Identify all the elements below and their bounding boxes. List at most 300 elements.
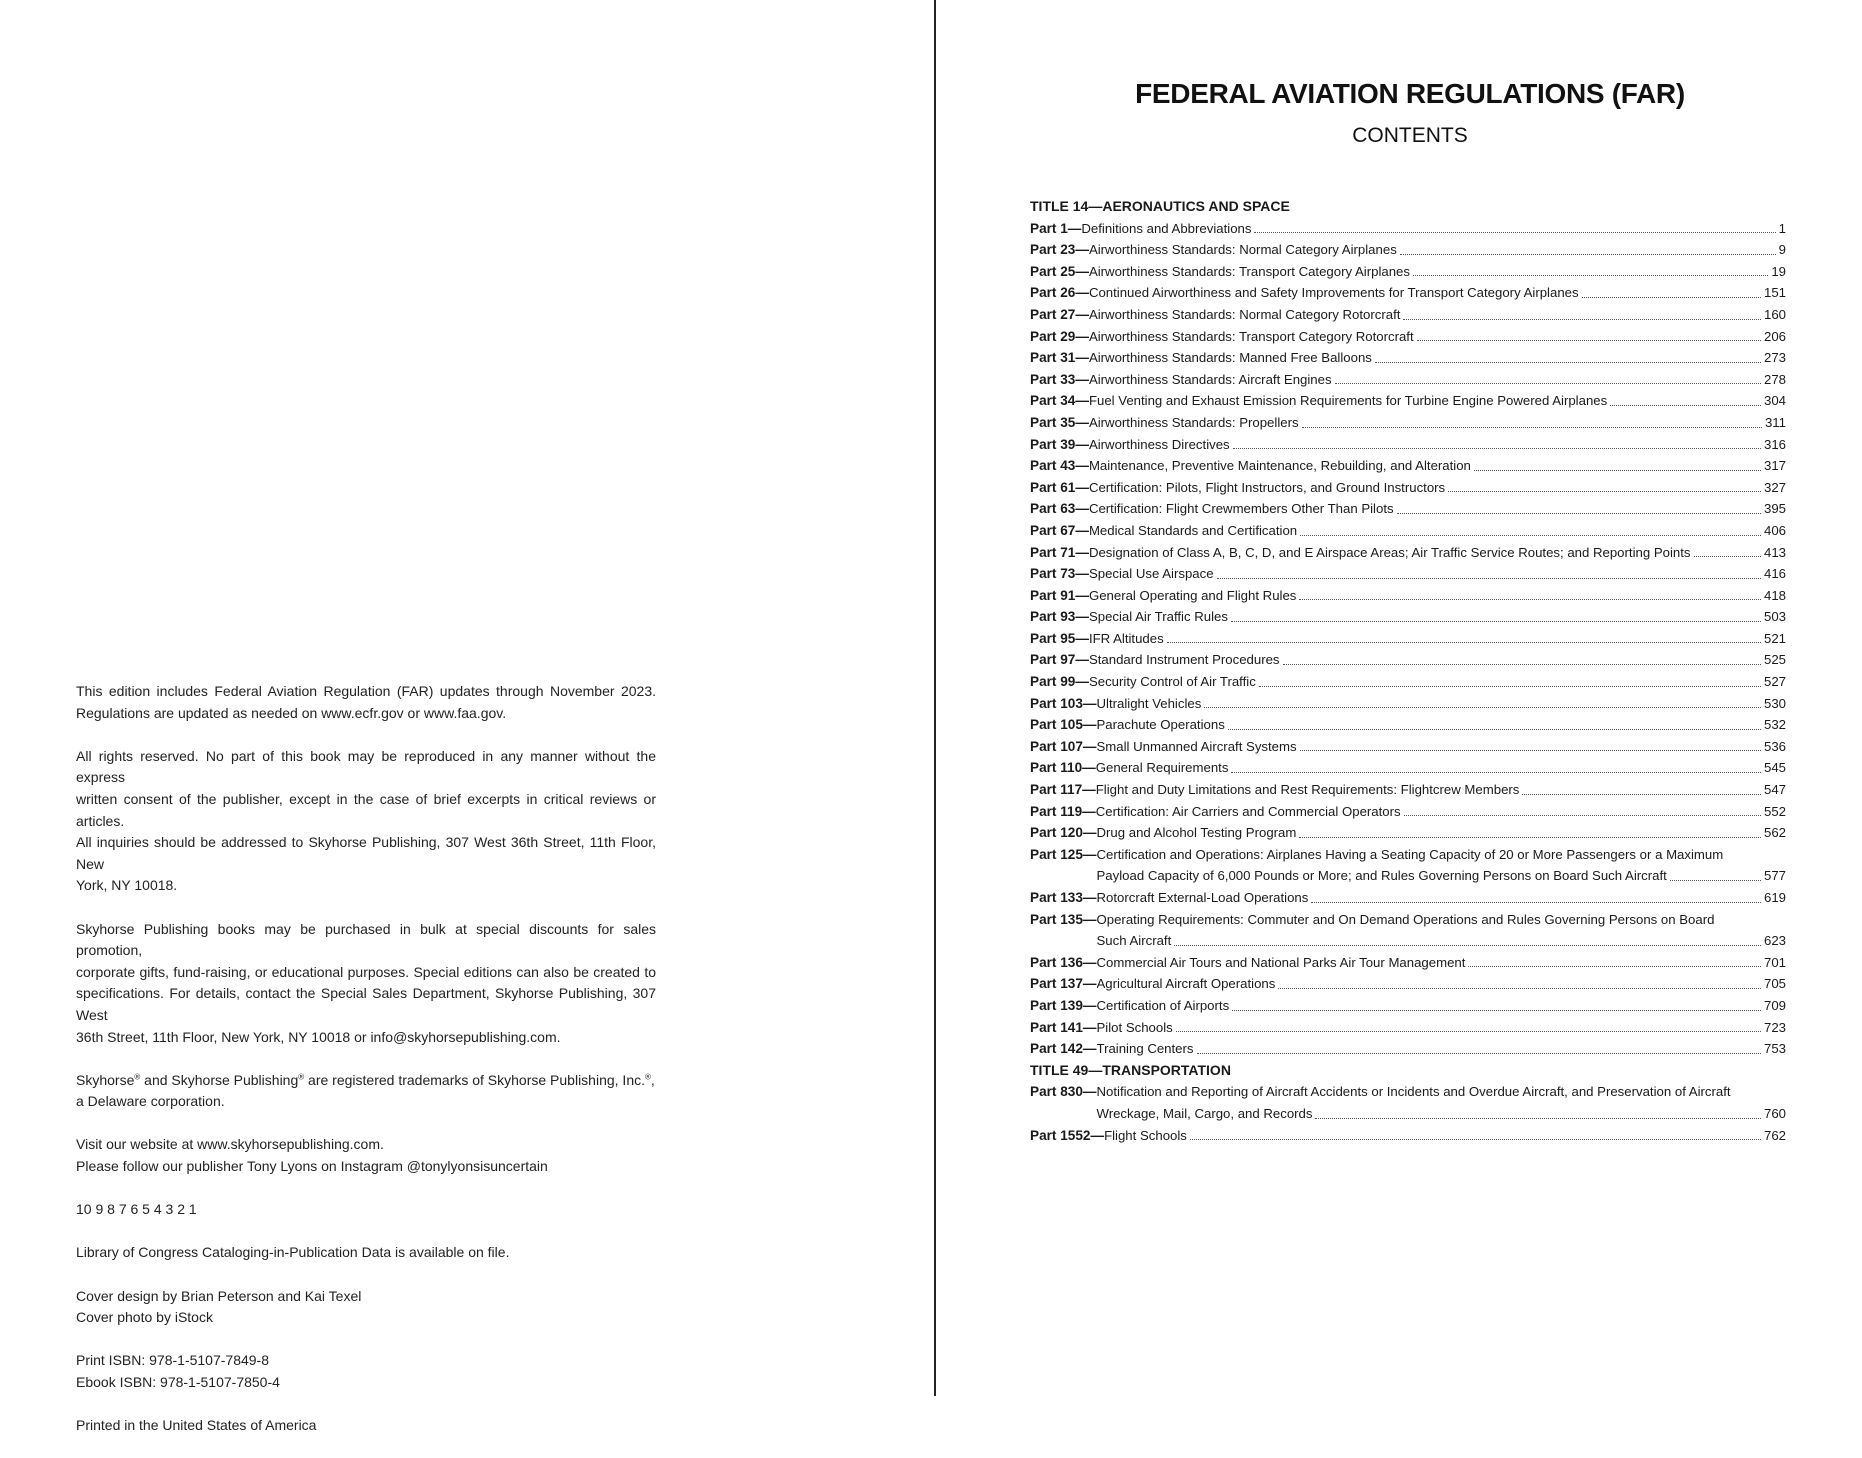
text-line: a Delaware corporation. <box>76 1093 225 1110</box>
part-title: Airworthiness Standards: Transport Category Rotorcraft <box>1088 328 1414 344</box>
toc-entry <box>1030 801 1786 823</box>
website-paragraph <box>76 1134 656 1177</box>
part-number: Part 136— <box>1030 954 1097 970</box>
part-number: Part 830— <box>1030 1084 1097 1100</box>
part-title: Fuel Venting and Exhaust Emission Requirements for Turbine Engine Powered Airplanes <box>1088 393 1608 409</box>
toc-entry-body <box>1081 218 1786 240</box>
text-line: Cover photo by iStock <box>76 1309 213 1326</box>
toc-entry-body <box>1089 520 1786 542</box>
toc-entry <box>1030 973 1786 995</box>
page-number: 19 <box>1771 263 1786 279</box>
page-number: 395 <box>1763 501 1786 517</box>
toc-entry-body <box>1096 801 1786 823</box>
part-title: Certification of Airports <box>1096 997 1230 1013</box>
page-number: 278 <box>1763 371 1786 387</box>
page-number: 552 <box>1763 803 1786 819</box>
dot-leader <box>1448 490 1761 492</box>
toc-entry <box>1030 606 1786 628</box>
dot-leader <box>1300 534 1761 536</box>
dot-leader <box>1694 555 1761 557</box>
page-number: 273 <box>1763 350 1786 366</box>
part-title: Security Control of Air Traffic <box>1088 674 1256 690</box>
toc-entry-first-line: Certification and Operations: Airplanes Having a Seating Capacity of 20 or More Passengers or a Maximum <box>1096 846 1724 862</box>
toc-entry-body <box>1089 304 1786 326</box>
part-number: Part 67— <box>1030 522 1089 538</box>
part-number: Part 43— <box>1030 458 1089 474</box>
part-number: Part 141— <box>1030 1019 1097 1035</box>
part-title: Flight Schools <box>1104 1127 1187 1143</box>
toc-entry-body <box>1089 671 1786 693</box>
toc-entry <box>1030 477 1786 499</box>
page-number: 705 <box>1763 976 1786 992</box>
toc-entry-line <box>1089 563 1786 585</box>
part-number: Part 99— <box>1030 674 1089 690</box>
page-number: 418 <box>1763 587 1786 603</box>
page-number: 503 <box>1763 609 1786 625</box>
toc-entry-first-line: Notification and Reporting of Aircraft Accidents or Incidents and Overdue Aircraft, and Preservation of Aircraft <box>1096 1084 1731 1100</box>
toc-entry-body <box>1089 412 1786 434</box>
page-number: 701 <box>1763 954 1786 970</box>
dot-leader <box>1176 1030 1761 1032</box>
dot-leader <box>1299 836 1761 838</box>
part-number: Part 137— <box>1030 976 1097 992</box>
section-heading: TITLE 14—AERONAUTICS AND SPACE <box>1030 198 1290 214</box>
toc-entry <box>1030 434 1786 456</box>
part-number: Part 63— <box>1030 501 1089 517</box>
part-title: Airworthiness Standards: Normal Category Rotorcraft <box>1088 306 1401 322</box>
part-number: Part 93— <box>1030 609 1089 625</box>
part-title: Small Unmanned Aircraft Systems <box>1096 738 1297 754</box>
toc-entry-line <box>1096 757 1786 779</box>
toc-entry-body <box>1097 844 1787 887</box>
toc-entry <box>1030 542 1786 564</box>
part-title: Training Centers <box>1096 1041 1194 1057</box>
part-title: Pilot Schools <box>1096 1019 1173 1035</box>
toc-entry <box>1030 757 1786 779</box>
dot-leader <box>1610 404 1761 406</box>
trademark-text: and Skyhorse Publishing <box>140 1071 299 1088</box>
page-number: 577 <box>1763 868 1786 884</box>
text-line: corporate gifts, fund-raising, or educational purposes. Special editions can also be created to <box>76 963 656 980</box>
dot-leader <box>1254 231 1775 233</box>
text-line: This edition includes Federal Aviation Regulation (FAR) updates through November 2023. <box>76 683 656 699</box>
dot-leader <box>1417 339 1761 341</box>
part-number: Part 107— <box>1030 738 1097 754</box>
page-number: 416 <box>1763 566 1786 582</box>
toc-entry <box>1030 520 1786 542</box>
toc-entry <box>1030 1038 1786 1060</box>
part-number: Part 125— <box>1030 846 1097 862</box>
dot-leader <box>1259 685 1761 687</box>
dot-leader <box>1300 749 1761 751</box>
toc-entry <box>1030 498 1786 520</box>
part-title: Parachute Operations <box>1096 717 1225 733</box>
table-of-contents <box>1030 196 1786 1146</box>
toc-entry <box>1030 995 1786 1017</box>
page-number: 413 <box>1763 544 1786 560</box>
toc-entry <box>1030 239 1786 261</box>
page-number: 1 <box>1778 220 1786 236</box>
toc-entry-body <box>1097 714 1787 736</box>
part-title: Such Aircraft <box>1096 933 1172 949</box>
part-title: Payload Capacity of 6,000 Pounds or More; and Rules Governing Persons on Board Such Aircraft <box>1096 868 1667 884</box>
dot-leader <box>1400 253 1776 255</box>
toc-entry-body <box>1089 347 1786 369</box>
part-title: Rotorcraft External-Load Operations <box>1096 890 1309 905</box>
toc-entry <box>1030 671 1786 693</box>
toc-entry-line <box>1081 218 1786 240</box>
part-number: Part 33— <box>1030 371 1089 387</box>
page-number: 151 <box>1763 285 1786 301</box>
dot-leader <box>1474 469 1761 471</box>
part-title: Agricultural Aircraft Operations <box>1096 976 1276 992</box>
toc-entry <box>1030 1081 1786 1124</box>
dot-leader <box>1167 641 1761 643</box>
dot-leader <box>1311 901 1761 903</box>
part-number: Part 1552— <box>1030 1127 1105 1143</box>
page-number: 304 <box>1763 393 1786 409</box>
toc-entry-body <box>1089 585 1786 607</box>
toc-entry-body <box>1097 736 1787 758</box>
part-number: Part 1— <box>1030 220 1082 236</box>
page-number: 9 <box>1778 242 1786 258</box>
part-number: Part 119— <box>1030 803 1096 819</box>
toc-entry-body <box>1089 649 1786 671</box>
toc-entry-line <box>1089 585 1786 607</box>
page-number: 545 <box>1763 760 1786 776</box>
part-number: Part 103— <box>1030 695 1097 711</box>
part-number: Part 120— <box>1030 825 1097 841</box>
part-number: Part 97— <box>1030 652 1089 668</box>
part-number: Part 35— <box>1030 414 1089 430</box>
part-title: Special Air Traffic Rules <box>1088 609 1228 625</box>
toc-entry-line <box>1033 1103 1787 1125</box>
toc-entry-body <box>1097 887 1787 909</box>
toc-entry-line <box>1089 498 1786 520</box>
part-title: Airworthiness Standards: Transport Category Airplanes <box>1088 263 1410 279</box>
part-title: Airworthiness Directives <box>1088 436 1230 452</box>
toc-entry <box>1030 390 1786 412</box>
toc-entry-body <box>1089 390 1786 412</box>
toc-entry-body <box>1089 261 1786 283</box>
toc-entry-body <box>1097 1038 1787 1060</box>
contents-heading: CONTENTS <box>1352 124 1468 147</box>
toc-entry-body <box>1089 628 1786 650</box>
toc-entry-line <box>1089 542 1786 564</box>
part-title: Airworthiness Standards: Normal Category Airplanes <box>1088 242 1397 258</box>
part-number: Part 31— <box>1030 350 1089 366</box>
toc-entry-body <box>1089 455 1786 477</box>
toc-entry-body <box>1097 909 1787 952</box>
page-number: 762 <box>1763 1127 1786 1143</box>
part-title: General Requirements <box>1095 760 1229 776</box>
isbn-paragraph <box>76 1350 656 1393</box>
part-title: Ultralight Vehicles <box>1096 695 1202 711</box>
text-line <box>76 1070 656 1092</box>
dot-leader <box>1670 879 1761 881</box>
part-number: Part 142— <box>1030 1041 1097 1057</box>
part-number: Part 117— <box>1030 782 1096 798</box>
toc-entry-first-line: Operating Requirements: Commuter and On Demand Operations and Rules Governing Persons on Board <box>1096 911 1715 927</box>
page-number: 527 <box>1763 674 1786 690</box>
toc-entry <box>1030 952 1786 974</box>
page-number: 316 <box>1763 436 1786 452</box>
text-line: All inquiries should be addressed to Skyhorse Publishing, 307 West 36th Street, 11th Floor, New <box>76 834 656 872</box>
toc-entry <box>1030 822 1786 844</box>
toc-entry-body <box>1097 822 1787 844</box>
text-line: Skyhorse Publishing books may be purchased in bulk at special discounts for sales promotion, <box>76 920 656 959</box>
toc-entry-line <box>1089 628 1786 650</box>
part-title: General Operating and Flight Rules <box>1088 587 1297 603</box>
part-title: Drug and Alcohol Testing Program <box>1096 825 1297 841</box>
toc-entry-body <box>1089 282 1786 304</box>
toc-entry <box>1030 693 1786 715</box>
text-line: Cover design by Brian Peterson and Kai Texel <box>76 1287 362 1304</box>
toc-entry-line <box>1097 714 1787 736</box>
toc-entry-line <box>1097 1017 1787 1039</box>
toc-entry-line <box>1096 779 1786 801</box>
trademark-paragraph <box>76 1070 656 1113</box>
toc-entry-line <box>1089 649 1786 671</box>
dot-leader <box>1197 1052 1761 1054</box>
credits-paragraph <box>76 1286 656 1329</box>
toc-entry-line <box>1033 930 1787 952</box>
trademark-text: , <box>650 1071 655 1088</box>
toc-entry <box>1030 736 1786 758</box>
section-heading: TITLE 49—TRANSPORTATION <box>1030 1061 1231 1078</box>
dot-leader <box>1283 663 1761 665</box>
part-number: Part 39— <box>1030 436 1089 452</box>
part-title: Flight and Duty Limitations and Rest Requirements: Flightcrew Members <box>1095 782 1520 798</box>
page-number: 709 <box>1763 997 1786 1013</box>
page-number: 532 <box>1763 717 1786 733</box>
text-line: All rights reserved. No part of this book may be reproduced in any manner without the express <box>76 747 656 786</box>
part-title: Commercial Air Tours and National Parks Air Tour Management <box>1096 954 1466 970</box>
toc-entry-line <box>1089 671 1786 693</box>
toc-entry-line <box>1089 369 1786 391</box>
toc-entry-line <box>1089 412 1786 434</box>
book-title: FEDERAL AVIATION REGULATIONS (FAR) <box>1135 78 1685 109</box>
part-number: Part 23— <box>1030 242 1089 258</box>
toc-entry-body <box>1097 693 1787 715</box>
toc-entry-line <box>1097 1038 1787 1060</box>
part-title: IFR Altitudes <box>1088 630 1164 646</box>
dot-leader <box>1403 318 1761 320</box>
toc-entry-line <box>1089 239 1786 261</box>
part-title: Maintenance, Preventive Maintenance, Rebuilding, and Alteration <box>1088 458 1471 474</box>
page-number: 562 <box>1763 825 1786 841</box>
toc-entry-body <box>1096 757 1786 779</box>
toc-entry-body <box>1104 1125 1786 1147</box>
dot-leader <box>1217 577 1761 579</box>
printed-in: Printed in the United States of America <box>76 1417 317 1434</box>
toc-entry <box>1030 412 1786 434</box>
part-number: Part 95— <box>1030 630 1089 646</box>
toc-entry <box>1030 282 1786 304</box>
toc-entry-line <box>1097 693 1787 715</box>
part-number: Part 91— <box>1030 587 1089 603</box>
toc-entry-line <box>1089 520 1786 542</box>
part-number: Part 71— <box>1030 544 1089 560</box>
toc-entry <box>1030 779 1786 801</box>
dot-leader <box>1413 274 1768 276</box>
part-title: Definitions and Abbreviations <box>1081 220 1252 236</box>
toc-entry <box>1030 1125 1786 1147</box>
toc-entry-body <box>1089 326 1786 348</box>
page-number: 525 <box>1763 652 1786 668</box>
part-title: Designation of Class A, B, C, D, and E Airspace Areas; Air Traffic Service Routes; and Reporting Points <box>1088 544 1691 560</box>
toc-entry-body <box>1089 369 1786 391</box>
toc-entry-body <box>1089 606 1786 628</box>
text-line: specifications. For details, contact the Special Sales Department, Skyhorse Publishing, 307 West <box>76 985 656 1023</box>
registered-mark: ® <box>298 1072 305 1082</box>
toc-entry-body <box>1089 239 1786 261</box>
edition-paragraph <box>76 681 656 724</box>
part-number: Part 73— <box>1030 566 1089 582</box>
dot-leader <box>1315 1117 1761 1119</box>
text-line: Visit our website at www.skyhorsepublishing.com. <box>76 1136 384 1153</box>
page-number: 530 <box>1763 695 1786 711</box>
toc-entry <box>1030 628 1786 650</box>
page-number: 406 <box>1763 522 1786 538</box>
toc-entry <box>1030 1017 1786 1039</box>
page-number: 521 <box>1763 630 1786 646</box>
toc-entry <box>1030 218 1786 240</box>
toc-entry-line <box>1089 326 1786 348</box>
dot-leader <box>1278 987 1761 989</box>
text-line: Print ISBN: 978-1-5107-7849-8 <box>76 1352 269 1369</box>
part-number: Part 135— <box>1030 911 1097 927</box>
toc-entry-body <box>1097 1017 1787 1039</box>
toc-entry-line <box>1104 1125 1786 1147</box>
toc-entry-body <box>1089 477 1786 499</box>
page-number: 753 <box>1763 1041 1786 1057</box>
toc-entry-line <box>1089 390 1786 412</box>
part-title: Wreckage, Mail, Cargo, and Records <box>1096 1105 1313 1121</box>
toc-entry-line <box>1097 822 1787 844</box>
page-number: 206 <box>1763 328 1786 344</box>
toc-entry-line <box>1097 973 1787 995</box>
toc-entry <box>1030 304 1786 326</box>
toc-entry <box>1030 455 1786 477</box>
page-number: 623 <box>1763 933 1786 949</box>
toc-entry-line <box>1097 952 1787 974</box>
page-number: 536 <box>1763 738 1786 754</box>
page-number: 160 <box>1763 306 1786 322</box>
registered-mark: ® <box>645 1072 651 1082</box>
part-title: Certification: Pilots, Flight Instructors, and Ground Instructors <box>1088 479 1446 495</box>
copyright-page <box>76 681 656 1458</box>
toc-entry-line <box>1089 477 1786 499</box>
text-line: Ebook ISBN: 978-1-5107-7850-4 <box>76 1374 280 1390</box>
toc-entry-body <box>1089 434 1786 456</box>
dot-leader <box>1299 598 1761 600</box>
dot-leader <box>1228 728 1761 730</box>
toc-entry-body <box>1097 995 1787 1017</box>
toc-entry-line <box>1033 865 1787 887</box>
rights-paragraph <box>76 746 656 897</box>
page-number: 619 <box>1763 890 1786 905</box>
dot-leader <box>1174 944 1761 946</box>
toc-entry-line <box>1089 455 1786 477</box>
page-number: 760 <box>1763 1105 1786 1121</box>
part-number: Part 110— <box>1030 760 1096 776</box>
toc-entry-body <box>1089 542 1786 564</box>
dot-leader <box>1404 814 1761 816</box>
toc-entry <box>1030 563 1786 585</box>
dot-leader <box>1582 296 1761 298</box>
toc-entry-body <box>1097 973 1787 995</box>
part-number: Part 133— <box>1030 890 1097 905</box>
toc-entry <box>1030 326 1786 348</box>
part-number: Part 61— <box>1030 479 1089 495</box>
page-number: 311 <box>1764 414 1786 430</box>
text-line: 36th Street, 11th Floor, New York, NY 10018 or info@skyhorsepublishing.com. <box>76 1028 561 1045</box>
dot-leader <box>1375 361 1761 363</box>
dot-leader <box>1397 512 1761 514</box>
page-number: 547 <box>1763 782 1786 798</box>
toc-entry <box>1030 649 1786 671</box>
cip-notice: Library of Congress Cataloging-in-Publication Data is available on file. <box>76 1244 510 1261</box>
part-number: Part 29— <box>1030 328 1089 344</box>
toc-entry <box>1030 347 1786 369</box>
dot-leader <box>1204 706 1761 708</box>
toc-entry-line <box>1089 434 1786 456</box>
page-number: 317 <box>1763 458 1786 474</box>
dot-leader <box>1302 426 1762 428</box>
dot-leader <box>1468 965 1761 967</box>
toc-entry-body <box>1096 779 1786 801</box>
toc-entry-body <box>1097 1081 1787 1124</box>
dot-leader <box>1522 793 1761 795</box>
part-number: Part 139— <box>1030 997 1097 1013</box>
toc-entry-body <box>1089 498 1786 520</box>
dot-leader <box>1190 1138 1761 1140</box>
part-number: Part 25— <box>1030 263 1089 279</box>
toc-entry <box>1030 369 1786 391</box>
toc-entry-line <box>1097 887 1787 909</box>
text-line: Please follow our publisher Tony Lyons on Instagram @tonylyonsisuncertain <box>76 1158 548 1175</box>
text-line: York, NY 10018. <box>76 877 178 894</box>
toc-entry-body <box>1097 952 1787 974</box>
part-title: Certification: Flight Crewmembers Other Than Pilots <box>1088 501 1394 517</box>
part-number: Part 34— <box>1030 393 1089 409</box>
toc-entry-body <box>1089 563 1786 585</box>
toc-entry-line <box>1089 261 1786 283</box>
toc-entry <box>1030 887 1786 909</box>
toc-entry <box>1030 261 1786 283</box>
toc-entry-line <box>1089 282 1786 304</box>
toc-entry <box>1030 909 1786 952</box>
part-title: Special Use Airspace <box>1088 566 1214 582</box>
part-number: Part 105— <box>1030 717 1097 733</box>
part-title: Standard Instrument Procedures <box>1088 652 1280 668</box>
toc-entry-line <box>1097 736 1787 758</box>
toc-entry-line <box>1096 801 1786 823</box>
part-title: Airworthiness Standards: Propellers <box>1088 414 1299 430</box>
toc-entry <box>1030 844 1786 887</box>
part-title: Airworthiness Standards: Aircraft Engines <box>1088 371 1332 387</box>
toc-entry-line <box>1089 606 1786 628</box>
text-line: Regulations are updated as needed on www.ecfr.gov or www.faa.gov. <box>76 704 507 721</box>
dot-leader <box>1233 447 1761 449</box>
bulk-sales-paragraph <box>76 919 656 1049</box>
part-number: Part 26— <box>1030 285 1089 301</box>
trademark-text: Skyhorse <box>76 1071 135 1088</box>
print-line: 10 9 8 7 6 5 4 3 2 1 <box>76 1201 197 1218</box>
part-title: Medical Standards and Certification <box>1088 522 1298 538</box>
dot-leader <box>1231 771 1761 773</box>
